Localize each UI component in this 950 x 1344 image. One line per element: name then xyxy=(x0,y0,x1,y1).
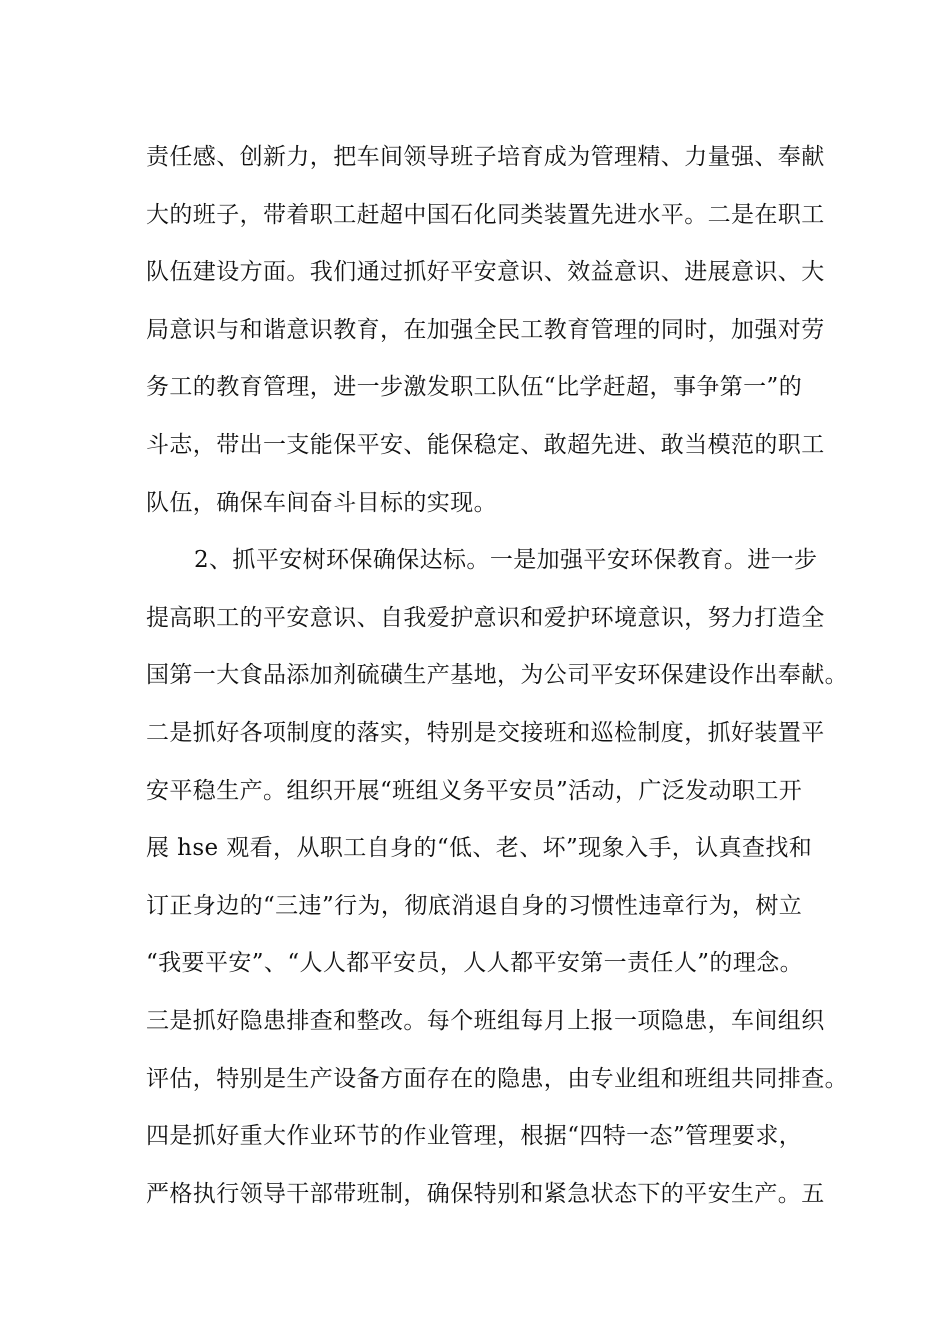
text-line: 斗志，带出一支能保平安、能保稳定、敢超先进、敢当模范的职工 xyxy=(146,431,825,458)
body-text xyxy=(146,129,846,1223)
text-line: 评估，特别是生产设备方面存在的隐患，由专业组和班组共同排查。 xyxy=(146,1065,848,1092)
text-line: 大的班子，带着职工赶超中国石化同类装置先进水平。二是在职工 xyxy=(146,201,825,228)
text-line: 四是抓好重大作业环节的作业管理，根据“四特一态”管理要求， xyxy=(146,1123,803,1150)
text-line: 严格执行领导干部带班制，确保特别和紧急状态下的平安生产。五 xyxy=(146,1180,825,1207)
text-line: 展 hse 观看，从职工自身的“低、老、坏”现象入手，认真查找和 xyxy=(146,835,813,862)
text-line: 队伍，确保车间奋斗目标的实现。 xyxy=(146,489,497,516)
text-line: 三是抓好隐患排查和整改。每个班组每月上报一项隐患，车间组织 xyxy=(146,1007,825,1034)
text-line: 提高职工的平安意识、自我爱护意识和爱护环境意识，努力打造全 xyxy=(146,604,825,631)
text-line: 责任感、创新力，把车间领导班子培育成为管理精、力量强、奉献 xyxy=(146,144,825,170)
text-line: 局意识与和谐意识教育，在加强全民工教育管理的同时，加强对劳 xyxy=(146,316,825,343)
text-line: 务工的教育管理，进一步激发职工队伍“比学赶超，事争第一”的 xyxy=(146,374,803,401)
text-line: 订正身边的“三违”行为，彻底消退自身的习惯性违章行为，树立 xyxy=(146,892,803,919)
text-line: “我要平安”、“人人都平安员，人人都平安第一责任人”的理念。 xyxy=(146,950,804,977)
text-line: 队伍建设方面。我们通过抓好平安意识、效益意识、进展意识、大 xyxy=(146,259,825,286)
paragraph-heading-line: 2、抓平安树环保确保达标。一是加强平安环保教育。进一步 xyxy=(194,547,818,574)
text-line: 国第一大食品添加剂硫磺生产基地，为公司平安环保建设作出奉献。 xyxy=(146,662,848,689)
text-line: 安平稳生产。组织开展“班组义务平安员”活动，广泛发动职工开 xyxy=(146,777,803,804)
text-line: 二是抓好各项制度的落实，特别是交接班和巡检制度，抓好装置平 xyxy=(146,719,825,746)
